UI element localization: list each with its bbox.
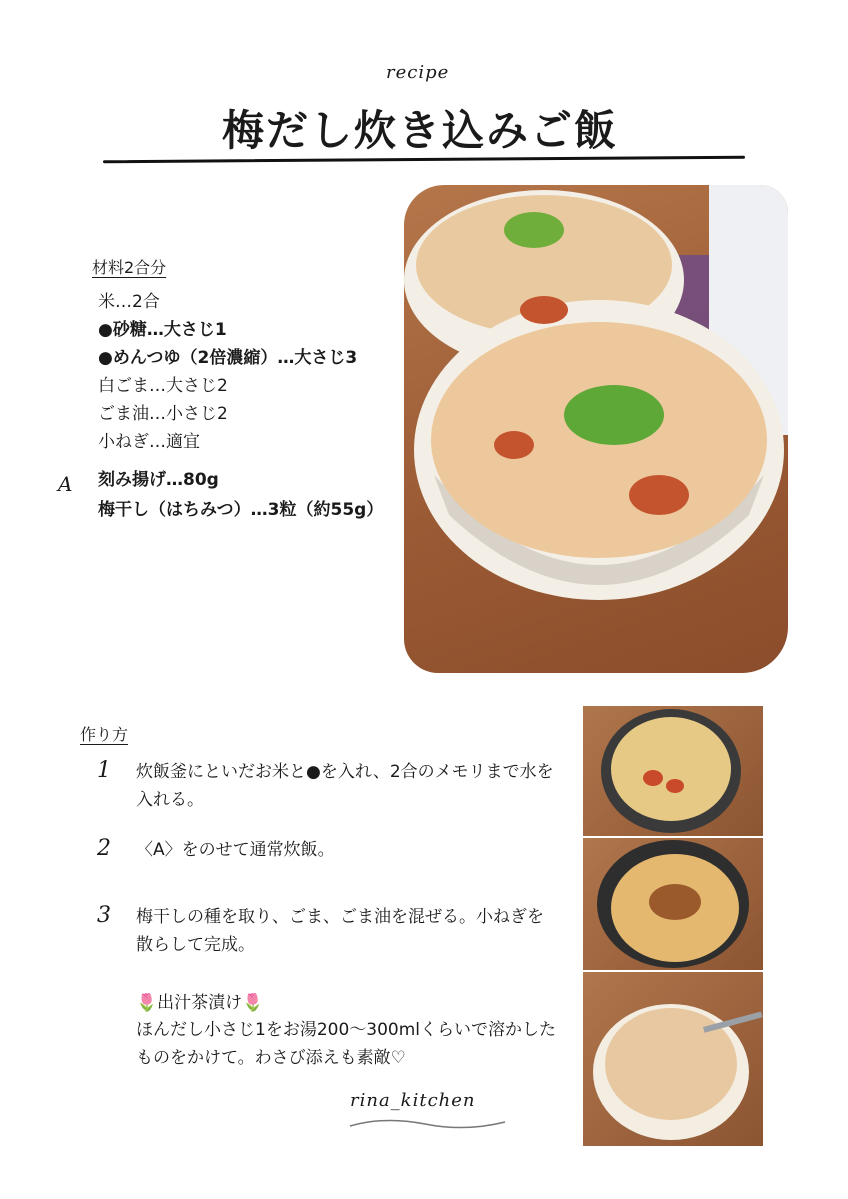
signature-flourish — [345, 1114, 510, 1134]
ingredient-sesame-oil: ごま油…小さじ2 — [98, 404, 228, 424]
ingredient-sesame: 白ごま…大さじ2 — [98, 376, 228, 396]
rice-cooker-step1-illustration — [583, 706, 763, 836]
ingredient-umeboshi: 梅干し（はちみつ）…3粒（約55g） — [98, 500, 384, 520]
ingredient-mentsuyu: ●めんつゆ（2倍濃縮）…大さじ3 — [98, 348, 358, 368]
step-number: 1 — [97, 758, 111, 783]
signature: rina_kitchen — [350, 1090, 476, 1111]
steps-heading: 作り方 — [80, 725, 129, 744]
step1-photo — [583, 706, 763, 836]
step2-photo — [583, 838, 763, 970]
chazuke-bowl-illustration — [583, 972, 763, 1146]
group-a-marker: A — [58, 472, 73, 496]
ingredient-fried-tofu: 刻み揚げ…80g — [98, 470, 219, 490]
ingredient-green-onion: 小ねぎ…適宜 — [98, 432, 200, 452]
step3-photo — [583, 972, 763, 1146]
step-text: 梅干しの種を取り、ごま、ごま油を混ぜる。小ねぎを散らして完成。 — [136, 907, 544, 955]
rice-bowls-illustration — [404, 185, 788, 673]
ingredient-sugar: ●砂糖…大さじ1 — [98, 320, 227, 340]
page-title: 梅だし炊き込みご飯 — [221, 106, 618, 155]
step-number: 3 — [97, 903, 111, 928]
main-dish-photo — [404, 185, 788, 673]
ingredient-rice: 米…2合 — [98, 292, 160, 312]
ingredients-heading: 材料2合分 — [92, 258, 167, 277]
rice-cooker-step2-illustration — [583, 838, 763, 970]
tip-title: 🌷出汁茶漬け🌷 — [136, 993, 264, 1013]
step-text: 〈A〉をのせて通常炊飯。 — [136, 840, 335, 860]
recipe-tag: recipe — [386, 62, 450, 83]
step-text: 炊飯釜にといだお米と●を入れ、2合のメモリまで水を入れる。 — [136, 762, 554, 810]
tip-body: ほんだし小さじ1をお湯200〜300mlくらいで溶かしたものをかけて。わさび添えも素敵♡ — [136, 1020, 556, 1068]
step-number: 2 — [97, 836, 111, 861]
